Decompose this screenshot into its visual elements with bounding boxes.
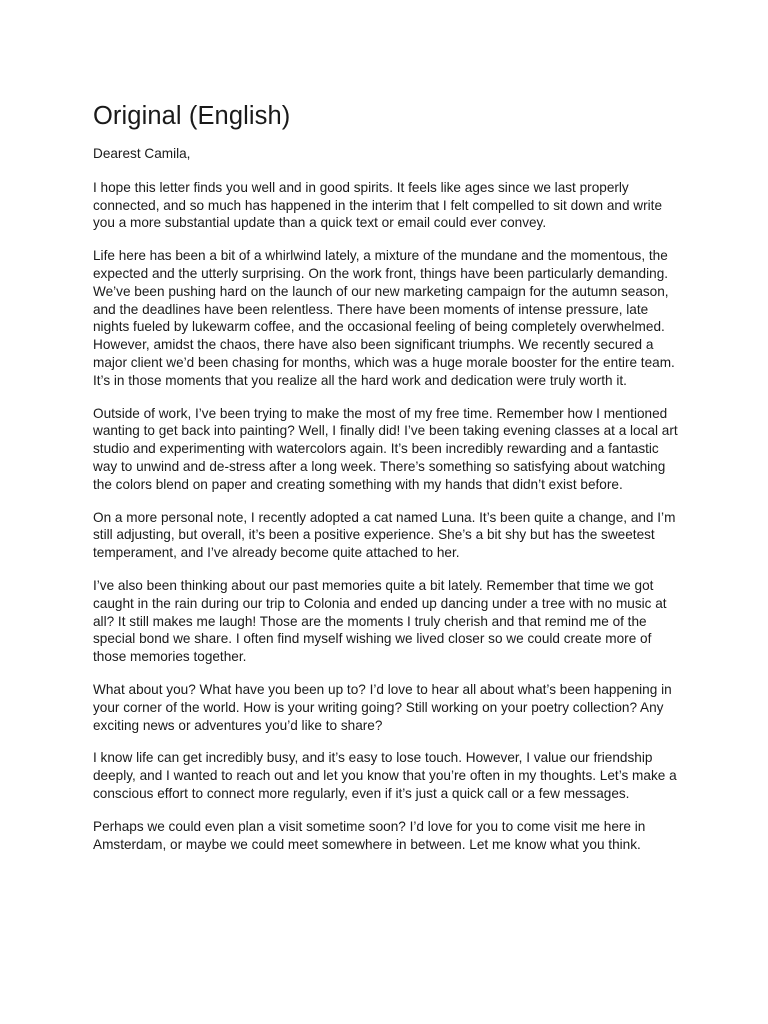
letter-paragraph: Outside of work, I’ve been trying to make the most of my free time. Remember how I mentioned wanting to get back into painting? Well, I finally did! I’ve been taking evening classes at a local art studio and experimenting with watercolors again. It’s been incredibly rewarding and a fantastic way to unwind and de-stress after a long week. There’s something so satisfying about watching the colors blend on paper and creating something with my hands that didn’t exist before. <box>93 405 678 492</box>
letter-paragraph: I’ve also been thinking about our past memories quite a bit lately. Remember that time we got caught in the rain during our trip to Colonia and ended up dancing under a tree with no music at all? It still makes me laugh! Those are the moments I truly cherish and that remind me of the special bond we share. I often find myself wishing we lived closer so we could create more of those memories together. <box>93 577 667 665</box>
document-page <box>93 98 678 868</box>
letter-paragraph: I hope this letter finds you well and in good spirits. It feels like ages since we last properly connected, and so much has happened in the interim that I felt compelled to sit down and write you a more substantial update than a quick text or email could ever convey. <box>93 179 663 231</box>
document-title: Original (English) <box>93 102 291 130</box>
letter-salutation: Dearest Camila, <box>93 146 191 161</box>
letter-paragraph: Perhaps we could even plan a visit sometime soon? I’d love for you to come visit me here in Amsterdam, or maybe we could meet somewhere in between. Let me know what you think. <box>93 818 646 852</box>
letter-paragraph: On a more personal note, I recently adopted a cat named Luna. It’s been quite a change, and I’m still adjusting, but overall, it’s been a positive experience. She’s a bit shy but has the sweetest temperament, and I’ve already become quite attached to her. <box>93 509 676 561</box>
letter-paragraph: I know life can get incredibly busy, and it’s easy to lose touch. However, I value our friendship deeply, and I wanted to reach out and let you know that you’re often in my thoughts. Let’s make a conscious effort to connect more regularly, even if it’s just a quick call or a few messages. <box>93 750 677 801</box>
letter-paragraph: Life here has been a bit of a whirlwind lately, a mixture of the mundane and the momentous, the expected and the utterly surprising. On the work front, things have been particularly demanding. We’ve been pushing hard on the launch of our new marketing campaign for the autumn season, and the deadlines have been relentless. There have been moments of intense pressure, late nights fueled by lukewarm coffee, and the occasional feeling of being completely overwhelmed. However, amidst the chaos, there have also been significant triumphs. We recently secured a major client we’d been chasing for months, which was a huge morale booster for the entire team. It’s in those moments that you realize all the hard work and dedication were truly worth it. <box>93 248 675 388</box>
letter-paragraph: What about you? What have you been up to? I’d love to hear all about what’s been happening in your corner of the world. How is your writing going? Still working on your poetry collection? Any exciting news or adventures you’d like to share? <box>93 681 672 733</box>
